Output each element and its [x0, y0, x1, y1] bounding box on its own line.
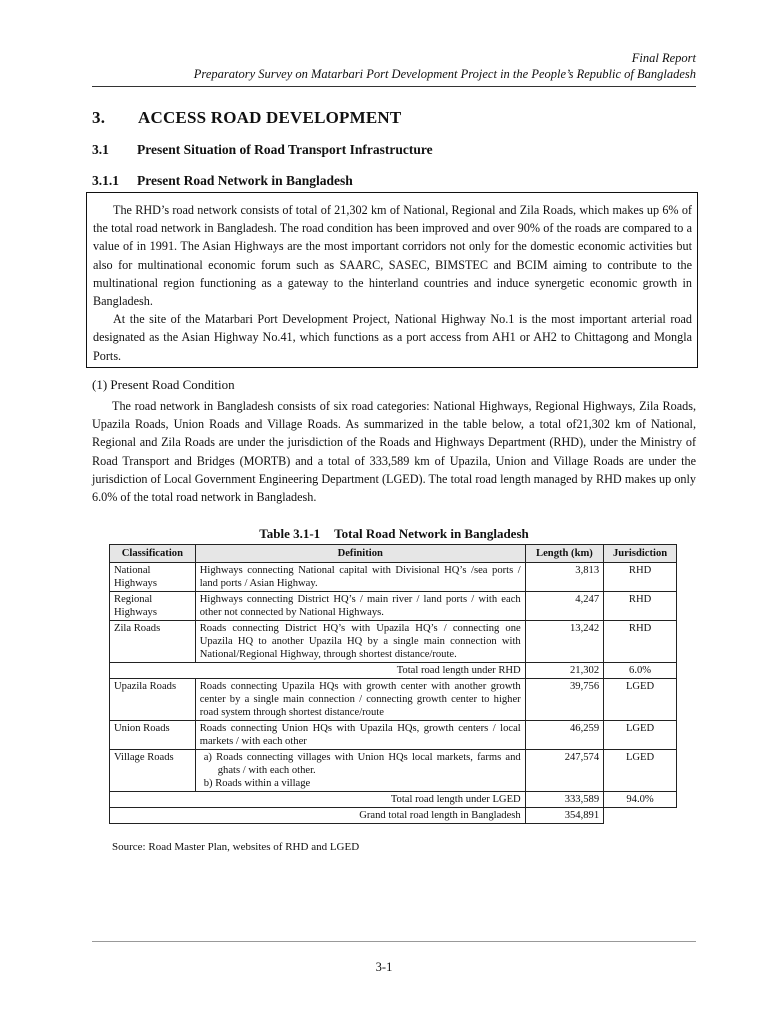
cell-definition: Roads connecting Union HQs with Upazila HQs, growth centers / local markets / with each other	[195, 721, 525, 750]
cell-classification: Upazila Roads	[110, 679, 196, 721]
header-jurisdiction: Jurisdiction	[604, 545, 677, 563]
lged-total-length: 333,589	[525, 792, 603, 808]
village-definition-list	[200, 751, 521, 790]
grand-total-empty	[604, 808, 677, 824]
rhd-total-row	[110, 663, 677, 679]
lged-total-row	[110, 792, 677, 808]
cell-definition: Highways connecting National capital with Divisional HQ’s /sea ports / land ports / Asian Highway.	[195, 563, 525, 592]
footer-rule	[92, 941, 696, 942]
village-definition-item-a: a) Roads connecting villages with Union HQs local markets, farms and ghats / with each other.	[203, 752, 521, 776]
section-title: ACCESS ROAD DEVELOPMENT	[138, 108, 402, 127]
rhd-total-share: 6.0%	[604, 663, 677, 679]
rhd-total-label: Total road length under RHD	[110, 663, 526, 679]
cell-definition: Roads connecting District HQ’s with Upazila HQ’s / connecting one Upazila HQ to another Upazila HQ by a single main connection with National/Regional Highway, through shortest distance/route.	[195, 621, 525, 663]
section-heading	[92, 108, 401, 128]
cell-length: 3,813	[525, 563, 603, 592]
cell-classification: National Highways	[110, 563, 196, 592]
table-row	[110, 592, 677, 621]
rhd-total-length: 21,302	[525, 663, 603, 679]
table-row	[110, 721, 677, 750]
cell-classification: Zila Roads	[110, 621, 196, 663]
cell-definition	[195, 750, 525, 792]
village-definition-item-b: b) Roads within a village	[203, 778, 311, 789]
header-rule	[92, 86, 696, 87]
subsubsection-number: 3.1.1	[92, 173, 119, 188]
header-report-type: Final Report	[631, 51, 696, 65]
grand-total-row	[110, 808, 677, 824]
cell-classification: Union Roads	[110, 721, 196, 750]
road-condition-body	[92, 397, 696, 506]
section-number: 3.	[92, 108, 106, 127]
road-network-table	[109, 544, 677, 824]
header-length: Length (km)	[525, 545, 603, 563]
cell-classification: Village Roads	[110, 750, 196, 792]
summary-box	[86, 192, 698, 368]
table-row	[110, 679, 677, 721]
table-title: Total Road Network in Bangladesh	[334, 526, 529, 541]
cell-length: 4,247	[525, 592, 603, 621]
page-number: 3-1	[375, 960, 393, 974]
cell-classification: Regional Highways	[110, 592, 196, 621]
table-row	[110, 750, 677, 792]
table-row	[110, 563, 677, 592]
subsubsection-title: Present Road Network in Bangladesh	[137, 173, 353, 188]
table-header-row	[110, 545, 677, 563]
subsection-number: 3.1	[92, 142, 109, 157]
subsubsection-heading	[92, 173, 353, 189]
cell-length: 39,756	[525, 679, 603, 721]
table-source-note: Source: Road Master Plan, websites of RHD and LGED	[112, 841, 360, 853]
cell-jurisdiction: RHD	[604, 563, 677, 592]
road-condition-heading: (1) Present Road Condition	[92, 377, 235, 392]
cell-definition: Roads connecting Upazila HQs with growth center with another growth center by a single main connection / connecting growth center to higher road system through shortest distance/route	[195, 679, 525, 721]
subsection-heading	[92, 142, 433, 158]
table-number: Table 3.1-1	[259, 526, 321, 541]
table-row	[110, 621, 677, 663]
cell-jurisdiction: RHD	[604, 621, 677, 663]
cell-jurisdiction: LGED	[604, 679, 677, 721]
table-caption	[92, 526, 696, 542]
lged-total-share: 94.0%	[604, 792, 677, 808]
cell-jurisdiction: LGED	[604, 750, 677, 792]
cell-length: 247,574	[525, 750, 603, 792]
header-classification: Classification	[110, 545, 196, 563]
cell-length: 46,259	[525, 721, 603, 750]
header-definition: Definition	[195, 545, 525, 563]
road-condition-paragraph: The road network in Bangladesh consists of six road categories: National Highways, Regional Highways, Zila Roads, Upazila Roads, Union Roads and Village Roads. As summarized in the table below, a total of21,302 km of National, Regional and Zila Roads are under the jurisdiction of the Roads and Highways Department (RHD), under the Ministry of Road Transport and Bridges (MORTB) and a total of 333,589 km of Upazila, Union and Village Roads are under the jurisdiction of Local Government Engineering Department (LGED). The total road length managed by RHD makes up only 6.0% of the total road network in Bangladesh.	[92, 399, 696, 505]
lged-total-label: Total road length under LGED	[110, 792, 526, 808]
grand-total-length: 354,891	[525, 808, 603, 824]
grand-total-label: Grand total road length in Bangladesh	[110, 808, 526, 824]
cell-jurisdiction: LGED	[604, 721, 677, 750]
cell-jurisdiction: RHD	[604, 592, 677, 621]
cell-length: 13,242	[525, 621, 603, 663]
summary-paragraph-2: At the site of the Matarbari Port Development Project, National Highway No.1 is the most important arterial road designated as the Asian Highway No.41, which functions as a port access from AH1 or AH2 to Chittagong and Mongla Ports.	[93, 312, 692, 363]
header-project-title: Preparatory Survey on Matarbari Port Development Project in the People’s Republic of Bangladesh	[193, 67, 696, 81]
cell-definition: Highways connecting District HQ’s / main river / land ports / with each other not connected by National Highways.	[195, 592, 525, 621]
subsection-title: Present Situation of Road Transport Infrastructure	[137, 142, 433, 157]
summary-paragraph-1: The RHD’s road network consists of total of 21,302 km of National, Regional and Zila Roads, which makes up 6% of the total road network in Bangladesh. The road condition has been improved and over 90% of the roads are compared to a value of in 1991. The Asian Highways are the most important corridors not only for the domestic economic activities but also for multinational economic forum such as SAARC, SASEC, BIMSTEC and BCIM aiming to contribute to the multinational region functioning as a gateway to the hinterland countries and induce synergetic economic growth in Bangladesh.	[93, 203, 692, 309]
running-header	[194, 50, 696, 82]
